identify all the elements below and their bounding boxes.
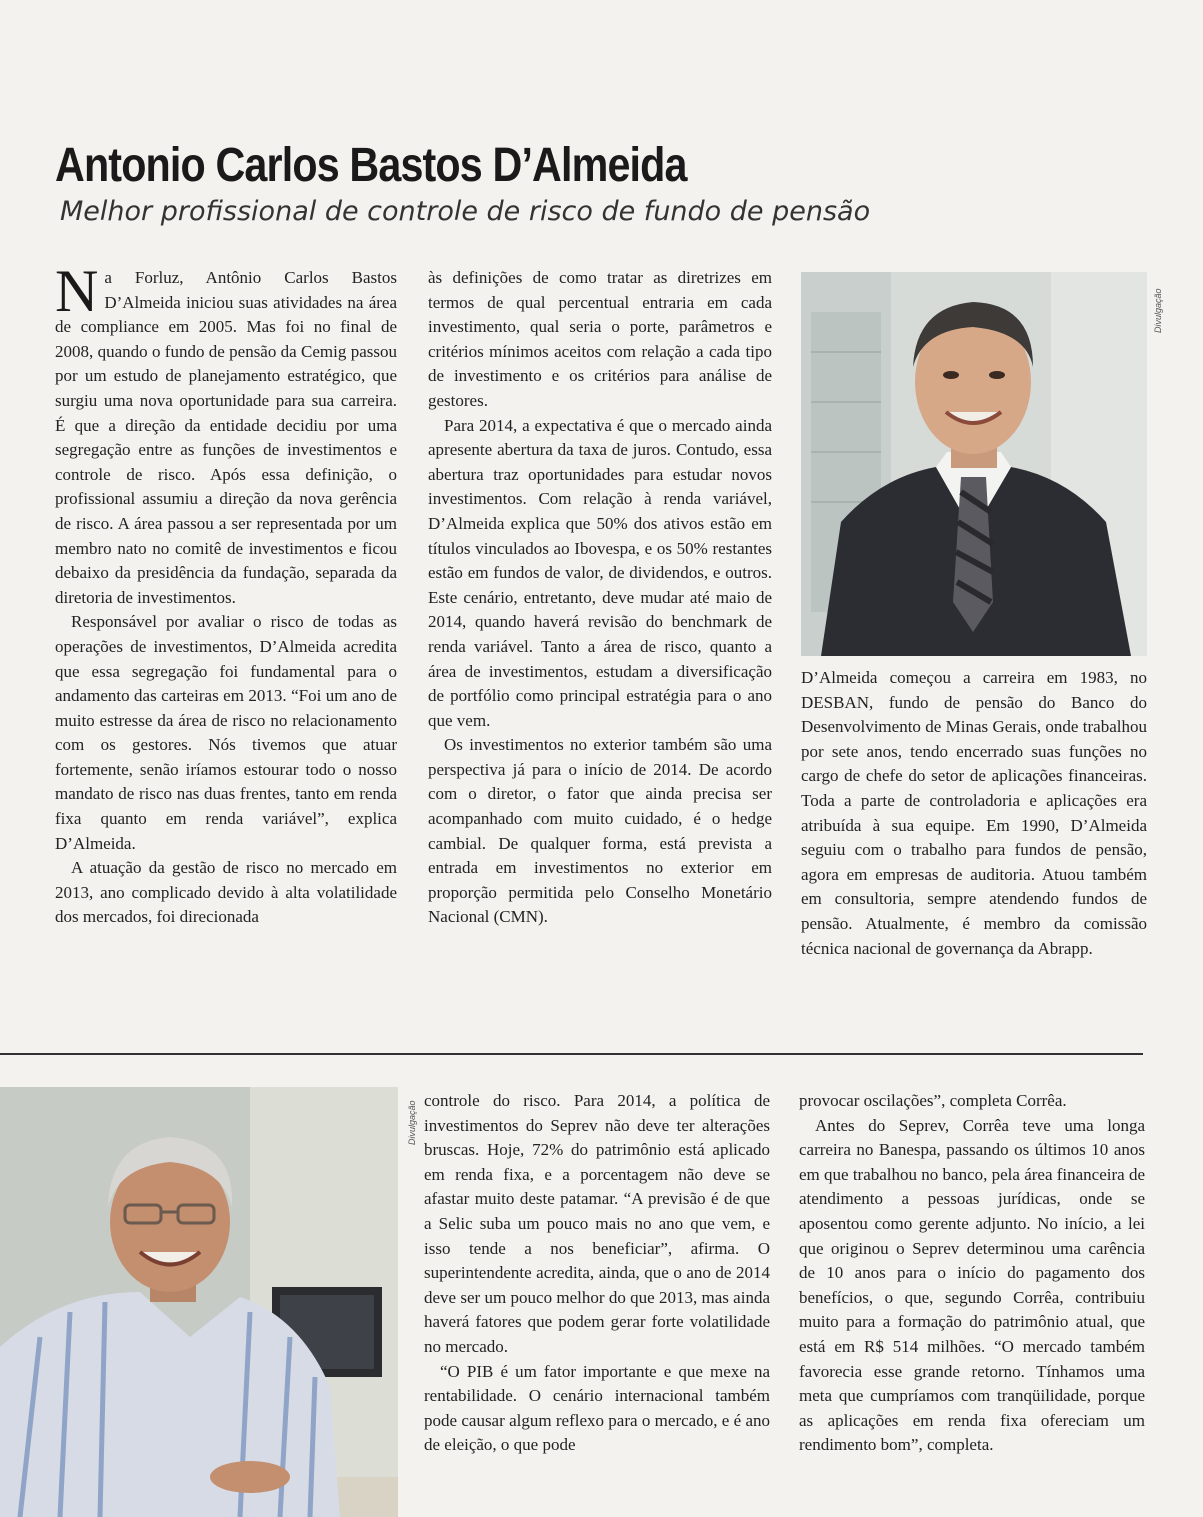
- article-subtitle: Melhor profissional de controle de risco de fundo de pensão: [60, 196, 871, 227]
- top-column-2: [428, 266, 772, 930]
- portrait-correa: [0, 1087, 398, 1517]
- photo-credit-1: Divulgação: [1153, 288, 1163, 333]
- top-column-3: [801, 666, 1147, 961]
- top-col1-paragraph-2: Responsável por avaliar o risco de todas as operações de investimentos, D’Almeida acredita que essa segregação foi fundamental para o andamento das carteiras em 2013. “Foi um ano de muito estresse da área de risco no relacionamento com os gestores. Nós tivemos que atuar fortemente, senão iríamos estourar todo o nosso mandato de risco nas duas frentes, tanto em renda fixa quanto em renda variável”, explica D’Almeida.: [55, 612, 397, 853]
- bottom-col2-paragraph-1: controle do risco. Para 2014, a política de investimentos do Seprev não deve ter alterações bruscas. Hoje, 72% do patrimônio está aplicado em renda fixa, e a porcentagem não deve se afastar muito deste patamar. “A previsão é de que a Selic suba um pouco mais no ano que vem, e isso tende a nos beneficiar”, afirma. O superintendente acredita, ainda, que o ano de 2014 deve ser um pouco melhor do que 2013, mas ainda haverá fatores que podem gerar forte volatilidade no mercado.: [424, 1091, 770, 1356]
- top-col1-p1-text: a Forluz, Antônio Carlos Bastos D’Almeida iniciou suas atividades na área de compliance em 2005. Mas foi no final de 2008, quando o fundo de pensão da Cemig passou por um estudo de planejamento estratégico, que surgiu uma nova oportunidade para sua carreira. É que a direção da entidade decidiu por uma segregação entre as funções de investimentos e controle de risco. Após essa definição, o profissional assumiu a direção da nova gerência de risco. A área passou a ser representada por um membro nato no comitê de investimentos e ficou debaixo da presidência da fundação, separada da diretoria de investimentos.: [55, 268, 397, 607]
- top-col1-paragraph-3: A atuação da gestão de risco no mercado em 2013, ano complicado devido à alta volatilidade dos mercados, foi direcionada: [55, 858, 397, 927]
- top-col2-paragraph-3: Os investimentos no exterior também são uma perspectiva já para o início de 2014. De acordo com o diretor, o fator que ainda precisa ser acompanhado com muito cuidado, é o hedge cambial. De qualquer forma, está prevista a entrada em investimentos no exterior em proporção permitida pelo Conselho Monetário Nacional (CMN).: [428, 735, 772, 927]
- bottom-column-3: [799, 1089, 1145, 1458]
- top-col2-paragraph-1: às definições de como tratar as diretrizes em termos de qual percentual entraria em cada investimento, qual seria o porte, parâmetros e critérios mínimos aceitos com relação a cada tipo de investimento e os critérios para análise de gestores.: [428, 268, 772, 410]
- bottom-col2-paragraph-2: “O PIB é um fator importante e que mexe na rentabilidade. O cenário internacional também pode causar algum reflexo para o mercado, e é ano de eleição, o que pode: [424, 1361, 770, 1455]
- top-col3-paragraph-1: D’Almeida começou a carreira em 1983, no DESBAN, fundo de pensão do Banco do Desenvolvimento de Minas Gerais, onde trabalhou por sete anos, tendo encerrado suas funções no cargo de chefe do setor de aplicações financeiras. Toda a parte de controladoria e aplicações era atribuída à sua equipe. Em 1990, D’Almeida seguiu com o trabalho para fundos de pensão, agora em empresas de auditoria. Atuou também em consultoria, sempre atendendo fundos de pensão. Atualmente, é membro da comissão técnica nacional de governança da Abrapp.: [801, 668, 1147, 958]
- portrait-dalmeida: [801, 272, 1147, 656]
- bottom-col3-paragraph-2: Antes do Seprev, Corrêa teve uma longa carreira no Banespa, passando os últimos 10 anos em que trabalhou no banco, pela área financeira de atendimento a pessoas jurídicas, onde se aposentou como gerente adjunto. No início, a lei que originou o Seprev determinou uma carência de 10 anos para o início do pagamento dos benefícios, o que, segundo Corrêa, contribuiu muito para a formação do patrimônio atual, que está em R$ 514 milhões. “O mercado também favorecia esse grande retorno. Tínhamos uma meta que cumpríamos com tranqüilidade, porque as aplicações em renda fixa ofereciam um rendimento bom”, completa.: [799, 1115, 1145, 1455]
- portrait-dalmeida-illustration: [801, 272, 1147, 656]
- portrait-correa-illustration: [0, 1087, 398, 1517]
- drop-cap: N: [55, 258, 99, 324]
- top-col1-paragraph-1: [55, 258, 397, 610]
- section-divider: [0, 1053, 1143, 1055]
- top-column-1: [55, 258, 397, 930]
- top-col2-paragraph-2: Para 2014, a expectativa é que o mercado ainda apresente abertura da taxa de juros. Contudo, essa abertura traz oportunidades para estudar novos investimentos. Com relação à renda variável, D’Almeida explica que 50% dos ativos estão em títulos vinculados ao Ibovespa, e os 50% restantes estão em fundos de valor, de dividendos, e outros. Este cenário, entretanto, deve mudar até maio de 2014, quando haverá revisão do benchmark de renda variável. Tanto a área de risco, quanto a área de investimentos, estudam a diversificação de portfólio como principal estratégia para o ano que vem.: [428, 415, 772, 730]
- bottom-col3-paragraph-1: provocar oscilações”, completa Corrêa.: [799, 1091, 1067, 1110]
- article-title: Antonio Carlos Bastos D’Almeida: [55, 139, 687, 192]
- photo-credit-2: Divulgação: [407, 1100, 417, 1145]
- bottom-column-2: [424, 1089, 770, 1458]
